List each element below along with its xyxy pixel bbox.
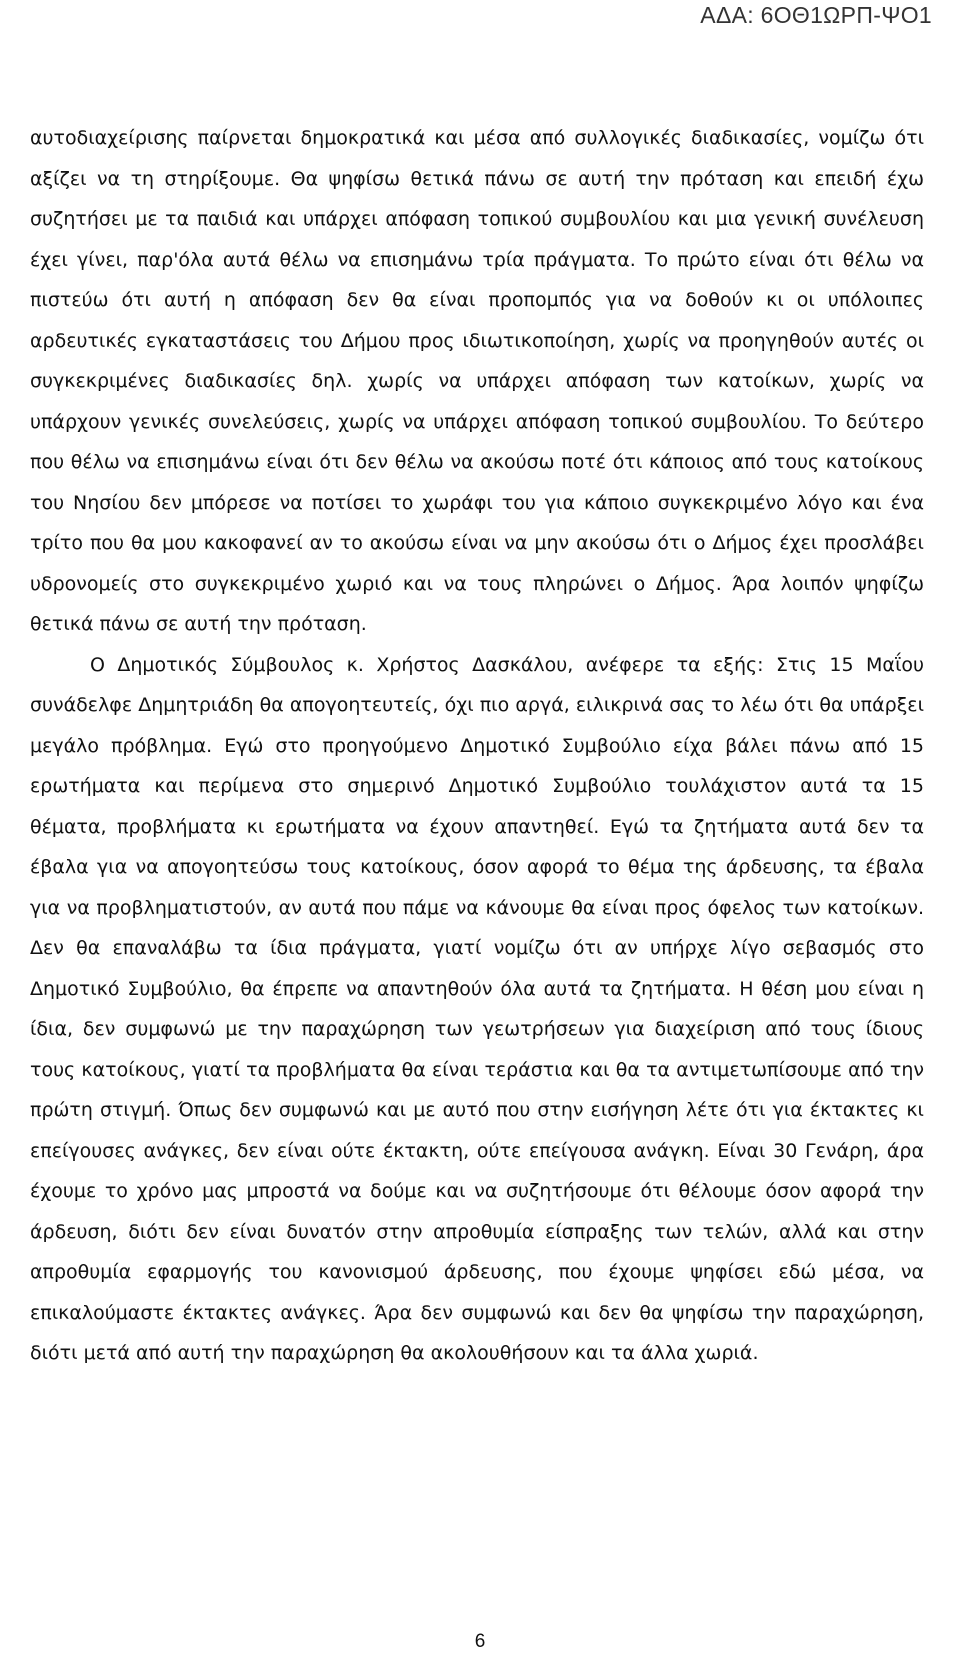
ada-code: ΑΔΑ: 6ΟΘ1ΩΡΠ-ΨΟ1 <box>700 2 932 28</box>
page-number: 6 <box>474 1631 486 1652</box>
paragraph-daskalou-statement: Ο Δημοτικός Σύμβουλος κ. Χρήστος Δασκάλου, ανέφερε τα εξής: Στις 15 Μαΐου συνάδελφε Δημητριάδη θα απογοητευτείς, όχι πιο αργά, ειλικρινά σας το λέω ότι θα υπάρξει μεγάλο πρόβλημα. Εγώ στο προηγούμενο Δημοτικό Συμβούλιο είχα βάλει πάνω από 15 ερωτήματα και περίμενα στο σημερινό Δημοτικό Συμβούλιο τουλάχιστον αυτά τα 15 θέματα, προβλήματα κι ερωτήματα να έχουν απαντηθεί. Εγώ τα ζητήματα αυτά δεν τα έβαλα για να απογοητεύσω τους κατοίκους, όσον αφορά το θέμα της άρδευσης, τα έβαλα για να προβληματιστούν, αν αυτά που πάμε να κάνουμε θα είναι προς όφελος των κατοίκων. Δεν θα επαναλάβω τα ίδια πράγματα, γιατί νομίζω ότι αν υπήρχε λίγο σεβασμός στο Δημοτικό Συμβούλιο, θα έπρεπε να απαντηθούν όλα αυτά τα ζητήματα. Η θέση μου είναι η ίδια, δεν συμφωνώ με την παραχώρηση των γεωτρήσεων για διαχείριση από τους ίδιους τους κατοίκους, γιατί τα προβλήματα θα είναι τεράστια και θα τα αντιμετωπίσουμε από την πρώτη στιγμή. Όπως δεν συμφωνώ και με αυτό που στην εισήγηση λέτε ότι για έκτακτες κι επείγουσες ανάγκες, δεν είναι ούτε έκτακτη, ούτε επείγουσα ανάγκη. Είναι 30 Γενάρη, άρα έχουμε το χρόνο μας μπροστά να δούμε και να συζητήσουμε ότι θέλουμε όσον αφορά την άρδευση, διότι δεν είναι δυνατόν στην απροθυμία είσπραξης των τελών, αλλά και στην απροθυμία εφαρμογής του κανονισμού άρδευσης, που έχουμε ψηφίσει εδώ μέσα, να επικαλούμαστε έκτακτες ανάγκες. Άρα δεν συμφωνώ και δεν θα ψηφίσω την παραχώρηση, διότι μετά από αυτή την παραχώρηση θα ακολουθήσουν και τα άλλα χωριά. <box>30 653 924 1364</box>
paragraph-continuation: αυτοδιαχείρισης παίρνεται δημοκρατικά και μέσα από συλλογικές διαδικασίες, νομίζω ότι αξίζει να τη στηρίξουμε. Θα ψηφίσω θετικά πάνω σε αυτή την πρόταση και επειδή έχω συζητήσει με τα παιδιά και υπάρχει απόφαση τοπικού συμβουλίου και μια γενική συνέλευση έχει γίνει, παρ'όλα αυτά θέλω να επισημάνω τρία πράγματα. Το πρώτο είναι ότι θέλω να πιστεύω ότι αυτή η απόφαση δεν θα είναι προπομπός για να δοθούν κι οι υπόλοιπες αρδευτικές εγκαταστάσεις του Δήμου προς ιδιωτικοποίηση, χωρίς να προηγηθούν αυτές οι συγκεκριμένες διαδικασίες δηλ. χωρίς να υπάρχει απόφαση των κατοίκων, χωρίς να υπάρχουν γενικές συνελεύσεις, χωρίς να υπάρχει απόφαση τοπικού συμβουλίου. Το δεύτερο που θέλω να επισημάνω είναι ότι δεν θέλω να ακούσω ποτέ ότι κάποιος από τους κατοίκους του Νησίου δεν μπόρεσε να ποτίσει το χωράφι του για κάποιο συγκεκριμένο λόγο και ένα τρίτο που θα μου κακοφανεί αν το ακούσω είναι να μην ακούσω ότι ο Δήμος έχει προσλάβει υδρονομείς στο συγκεκριμένο χωριό και να τους πληρώνει ο Δήμος. Άρα λοιπόν ψηφίζω θετικά πάνω σε αυτή την πρόταση. <box>30 127 924 635</box>
document-body <box>30 118 924 1374</box>
